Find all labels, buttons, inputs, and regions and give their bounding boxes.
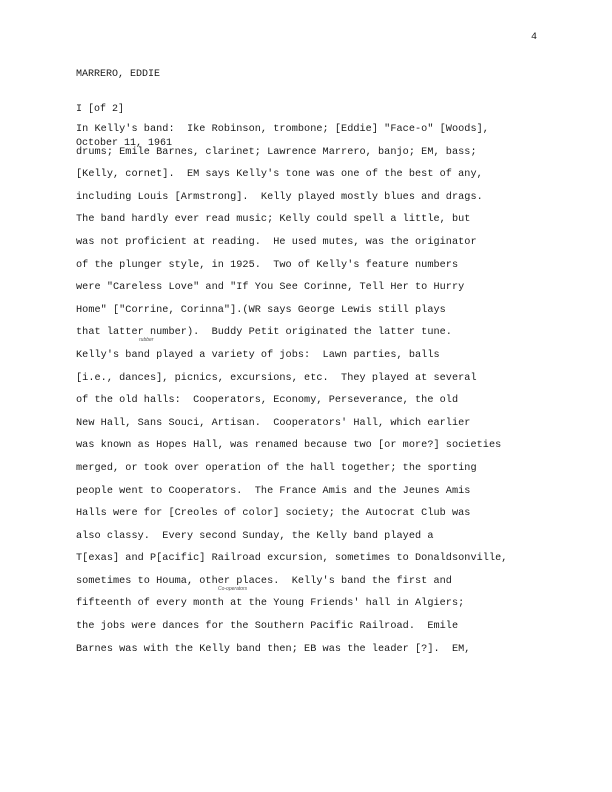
transcript-line: also classy. Every second Sunday, the Kelly band played a	[76, 530, 434, 542]
transcript-line: drums; Emile Barnes, clarinet; Lawrence Marrero, banjo; EM, bass;	[76, 146, 477, 158]
transcript-line: New Hall, Sans Souci, Artisan. Cooperators' Hall, which earlier	[76, 417, 471, 429]
transcript-line: was known as Hopes Hall, was renamed because two [or more?] societies	[76, 440, 502, 452]
reel-label: I [of 2]	[76, 103, 125, 115]
transcript-body	[76, 119, 596, 661]
transcript-line: merged, or took over operation of the hall together; the sporting	[76, 462, 477, 474]
transcript-line: were "Careless Love" and "If You See Corinne, Tell Her to Hurry	[76, 282, 465, 294]
transcript-line: In Kelly's band: Ike Robinson, trombone; [Eddie] "Face-o" [Woods],	[76, 124, 489, 135]
transcript-line: people went to Cooperators. The France Amis and the Jeunes Amis	[76, 485, 471, 497]
transcript-line: The band hardly ever read music; Kelly could spell a little, but	[76, 214, 471, 226]
transcript-line: [Kelly, cornet]. EM says Kelly's tone was one of the best of any,	[76, 169, 483, 181]
handwritten-annotation-cooperators: Co-operators	[218, 586, 248, 592]
transcript-line: [i.e., dances], picnics, excursions, etc. They played at several	[76, 372, 477, 384]
transcript-line: Home" ["Corrine, Corinna"].(WR says George Lewis still plays	[76, 304, 446, 316]
transcript-line: of the plunger style, in 1925. Two of Kelly's feature numbers	[76, 259, 459, 271]
transcript-line: T[exas] and P[acific] Railroad excursion, sometimes to Donaldsonville,	[76, 553, 508, 565]
interview-date: October 11, 1961	[76, 138, 173, 149]
handwritten-annotation-rubber: rubber	[139, 337, 154, 343]
transcript-line: sometimes to Houma, other places. Kelly's band the first and	[76, 575, 452, 587]
transcript-line: was not proficient at reading. He used mutes, was the originator	[76, 236, 477, 248]
page-number: 4	[531, 32, 538, 43]
transcript-line: fifteenth of every month at the Young Friends' hall in Algiers;	[76, 598, 465, 610]
transcript-line: of the old halls: Cooperators, Economy, Perseverance, the old	[76, 395, 459, 407]
transcript-line: Barnes was with the Kelly band then; EB was the leader [?]. EM,	[76, 643, 471, 655]
transcript-line: including Louis [Armstrong]. Kelly played mostly blues and drags.	[76, 191, 483, 203]
transcript-line: Kelly's band played a variety of jobs: Lawn parties, balls	[76, 349, 440, 361]
interviewee-name: MARRERO, EDDIE	[76, 69, 161, 80]
transcript-line: that latter number). Buddy Petit originated the latter tune.	[76, 327, 452, 339]
transcript-line: the jobs were dances for the Southern Pacific Railroad. Emile	[76, 621, 459, 633]
transcript-line: Halls were for [Creoles of color] society; the Autocrat Club was	[76, 508, 471, 520]
